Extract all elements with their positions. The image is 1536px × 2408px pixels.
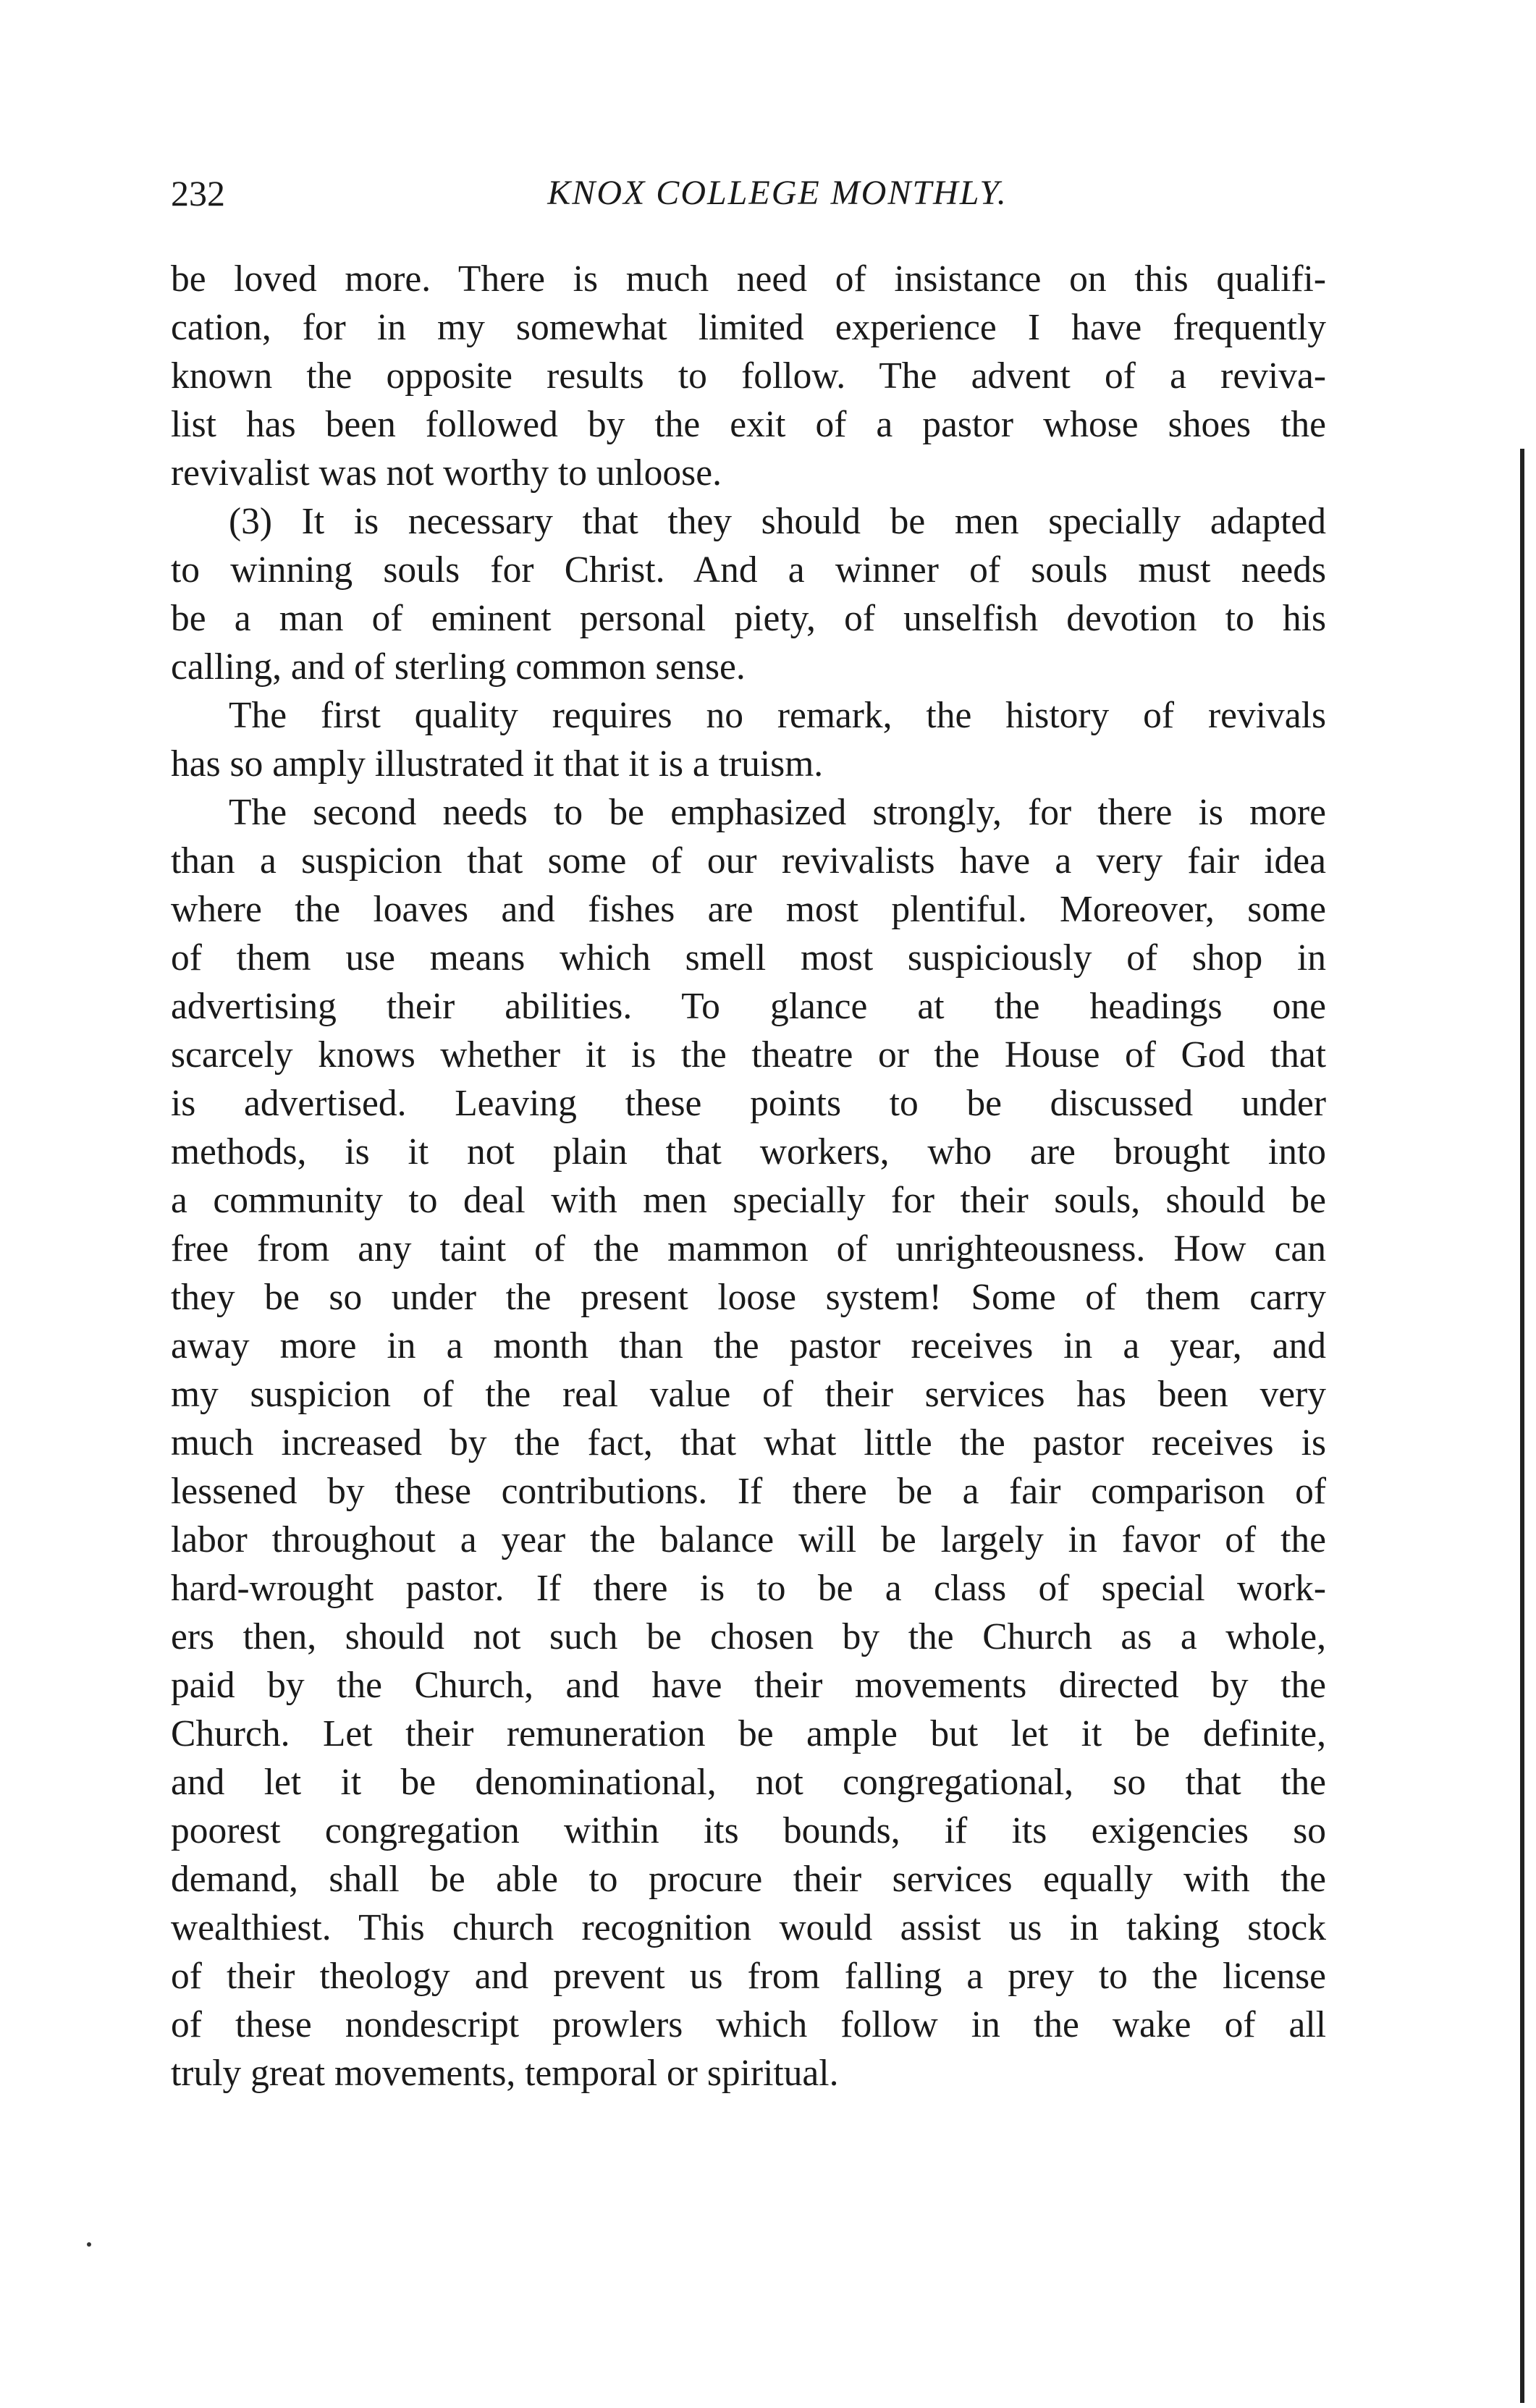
page-number: 232 bbox=[171, 173, 225, 214]
text-line: has so amply illustrated it that it is a truism. bbox=[171, 743, 824, 785]
text-line: free from any taint of the mammon of unrighteousness. How can bbox=[171, 1228, 1326, 1270]
text-line: calling, and of sterling common sense. bbox=[171, 646, 746, 688]
text-line: wealthiest. This church recognition would assist us in taking stock bbox=[171, 1907, 1326, 1948]
text-line: (3) It is necessary that they should be men specially adapted bbox=[229, 501, 1326, 542]
text-line: poorest congregation within its bounds, if its exigencies so bbox=[171, 1810, 1326, 1851]
journal-title: KNOX COLLEGE MONTHLY. bbox=[547, 174, 1008, 212]
text-line: advertising their abilities. To glance at the headings one bbox=[171, 986, 1326, 1027]
text-line: be loved more. There is much need of insistance on this qualifi- bbox=[171, 258, 1326, 300]
text-line: to winning souls for Christ. And a winner of souls must needs bbox=[171, 549, 1326, 591]
text-line: of these nondescript prowlers which follow in the wake of all bbox=[171, 2004, 1326, 2045]
text-line: truly great movements, temporal or spiritual. bbox=[171, 2053, 839, 2094]
text-line: The second needs to be emphasized strongly, for there is more bbox=[229, 792, 1326, 833]
text-line: known the opposite results to follow. The advent of a reviva- bbox=[171, 355, 1326, 397]
text-line: my suspicion of the real value of their services has been very bbox=[171, 1374, 1326, 1415]
page-edge-shadow bbox=[1520, 449, 1524, 2403]
text-line: is advertised. Leaving these points to be discussed under bbox=[171, 1083, 1326, 1124]
text-line: and let it be denominational, not congregational, so that the bbox=[171, 1762, 1326, 1803]
text-line: demand, shall be able to procure their services equally with the bbox=[171, 1859, 1326, 1900]
text-line: of them use means which smell most suspiciously of shop in bbox=[171, 937, 1326, 979]
body-text bbox=[171, 255, 1326, 2098]
text-line: be a man of eminent personal piety, of unselfish devotion to his bbox=[171, 598, 1326, 639]
text-line: they be so under the present loose system! Some of them carry bbox=[171, 1277, 1326, 1318]
text-line: paid by the Church, and have their movements directed by the bbox=[171, 1665, 1326, 1706]
text-line: than a suspicion that some of our revivalists have a very fair idea bbox=[171, 840, 1326, 882]
text-line: labor throughout a year the balance will be largely in favor of the bbox=[171, 1519, 1326, 1560]
text-line: ers then, should not such be chosen by the Church as a whole, bbox=[171, 1616, 1326, 1657]
running-head bbox=[171, 168, 1326, 219]
text-line: methods, is it not plain that workers, who are brought into bbox=[171, 1131, 1326, 1173]
text-line: scarcely knows whether it is the theatre or the House of God that bbox=[171, 1034, 1326, 1076]
scan-speck bbox=[87, 2242, 91, 2247]
text-line: Church. Let their remuneration be ample but let it be definite, bbox=[171, 1713, 1326, 1754]
text-line: list has been followed by the exit of a pastor whose shoes the bbox=[171, 404, 1326, 445]
text-line: lessened by these contributions. If there be a fair comparison of bbox=[171, 1471, 1326, 1512]
text-line: The first quality requires no remark, the history of revivals bbox=[229, 695, 1326, 736]
text-line: a community to deal with men specially for their souls, should be bbox=[171, 1180, 1326, 1221]
text-line: much increased by the fact, that what little the pastor receives is bbox=[171, 1422, 1326, 1463]
text-line: where the loaves and fishes are most plentiful. Moreover, some bbox=[171, 889, 1326, 930]
text-line: hard-wrought pastor. If there is to be a class of special work- bbox=[171, 1568, 1326, 1609]
text-line: of their theology and prevent us from falling a prey to the license bbox=[171, 1956, 1326, 1997]
text-line: revivalist was not worthy to unloose. bbox=[171, 452, 722, 494]
text-line: cation, for in my somewhat limited experience I have frequently bbox=[171, 307, 1326, 348]
text-line: away more in a month than the pastor receives in a year, and bbox=[171, 1325, 1326, 1366]
